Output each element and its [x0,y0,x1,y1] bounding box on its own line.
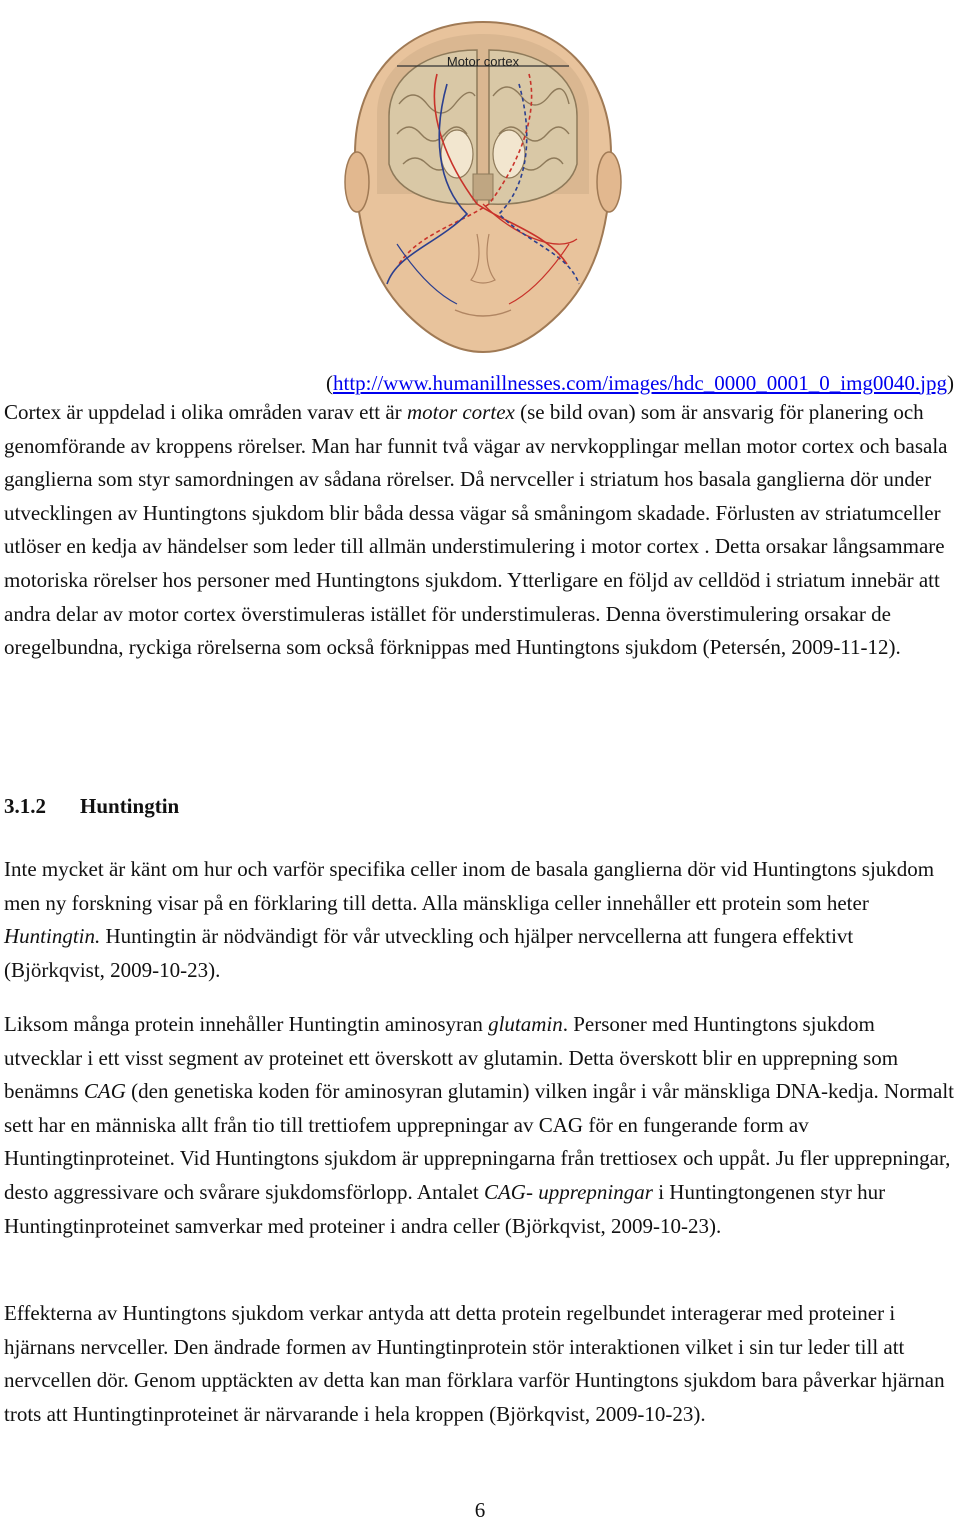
motor-cortex-label: Motor cortex [446,54,520,69]
p1-italic-motor-cortex: motor cortex [406,400,515,424]
source-link-main: http://www.humanillnesses.com/images/hdc_0000_0001_0_img0040. [332,371,921,395]
p3-text-b: . Personer med Huntingtons sjukdom utvecklar i ett visst segment av proteinet ett överskott av glutamin. Detta överskott blir en upprepning som benämns [4,1012,899,1104]
p2-text-b: Huntingtin är nödvändigt för vår utveckling och hjälper nervcellerna att fungera effektivt (Björkqvist, 2009-10-23). [4,924,854,982]
brain-illustration [337,4,629,356]
p3-text-c: (den genetiska koden för aminosyran glutamin) vilken ingår i vår mänskliga DNA-kedja. Normalt sett har en människa allt från tio till trettiofem upprepningar av CAG för en fungerande form av Huntingtinproteinet. Vid Huntingtons sjukdom är upprepningarna från trettiosex och uppåt. Ju fler upprepningar, desto aggressivare och svårare sjukdomsförlopp. Antalet [4,1079,955,1204]
paragraph-motor-cortex [4,396,956,665]
paragraph-glutamin [4,1008,956,1243]
p1-text-b: (se bild ovan) som är ansvarig för planering och genomförande av kroppens rörelser. Man har funnit två vägar av nervkopplingar mellan motor cortex och basala ganglierna som styr samordningen av sådana rörelser. Då nervceller i striatum hos basala ganglierna dör under utvecklingen av Huntingtons sjukdom blir båda dessa vägar så småningom skadade. Förlusten av striatumceller utlöser en kedja av händelser som leder till allmän understimulering i motor cortex . Detta orsakar långsammare motoriska rörelser hos personer med Huntingtons sjukdom. Ytterligare en följd av celldöd i striatum innebär att andra delar av motor cortex överstimuleras istället för understimuleras. Denna överstimulering orsakar de oregelbundna, ryckiga rörelserna som också förknippas med Huntingtons sjukdom (Petersén, 2009-11-12). [4,400,948,660]
p2-italic-huntingtin: Huntingtin. [4,924,101,949]
image-source-caption [0,368,954,398]
source-link-ext: jpg [920,371,947,395]
p3-italic-cag: CAG [83,1079,126,1104]
caption-close-paren: ) [947,371,954,395]
page-number: 6 [474,1498,486,1522]
p3-italic-cag-repeats: CAG- upprepningar [483,1179,653,1204]
p4-text: Effekterna av Huntingtons sjukdom verkar antyda att detta protein regelbundet interagerar med proteiner i hjärnans nervceller. Den ändrade formen av Huntingtinprotein stör interaktionen vilket i sin tur leder till att nervcellen dör. Genom upptäckten av detta kan man förklara varför Huntingtons sjukdom bara påverkar hjärnan trots att Huntingtinproteinet är närvarande i hela kroppen (Björkqvist, 2009-10-23). [4,1301,945,1426]
caption-open-paren: ( [325,371,333,395]
p3-text-d: i Huntingtongenen styr hur Huntingtinproteinet samverkar med proteiner i andra celler (Björkqvist, 2009-10-23). [4,1179,886,1238]
section-heading [4,794,179,819]
p3-text-a: Liksom många protein innehåller Huntingtin aminosyran [4,1012,489,1036]
section-title: Huntingtin [80,794,180,818]
p3-italic-glutamin: glutamin [488,1012,563,1036]
section-number: 3.1.2 [4,794,46,818]
paragraph-huntingtin-intro [4,853,956,987]
paragraph-effects [4,1297,956,1431]
p2-text-a: Inte mycket är känt om hur och varför specifika celler inom de basala ganglierna dör vid Huntingtons sjukdom men ny forskning visar på en förklaring till detta. Alla mänskliga celler innehåller ett protein som heter [4,857,935,915]
p1-text-a: Cortex är uppdelad i olika områden varav ett är [4,400,407,424]
source-link[interactable] [333,371,947,395]
